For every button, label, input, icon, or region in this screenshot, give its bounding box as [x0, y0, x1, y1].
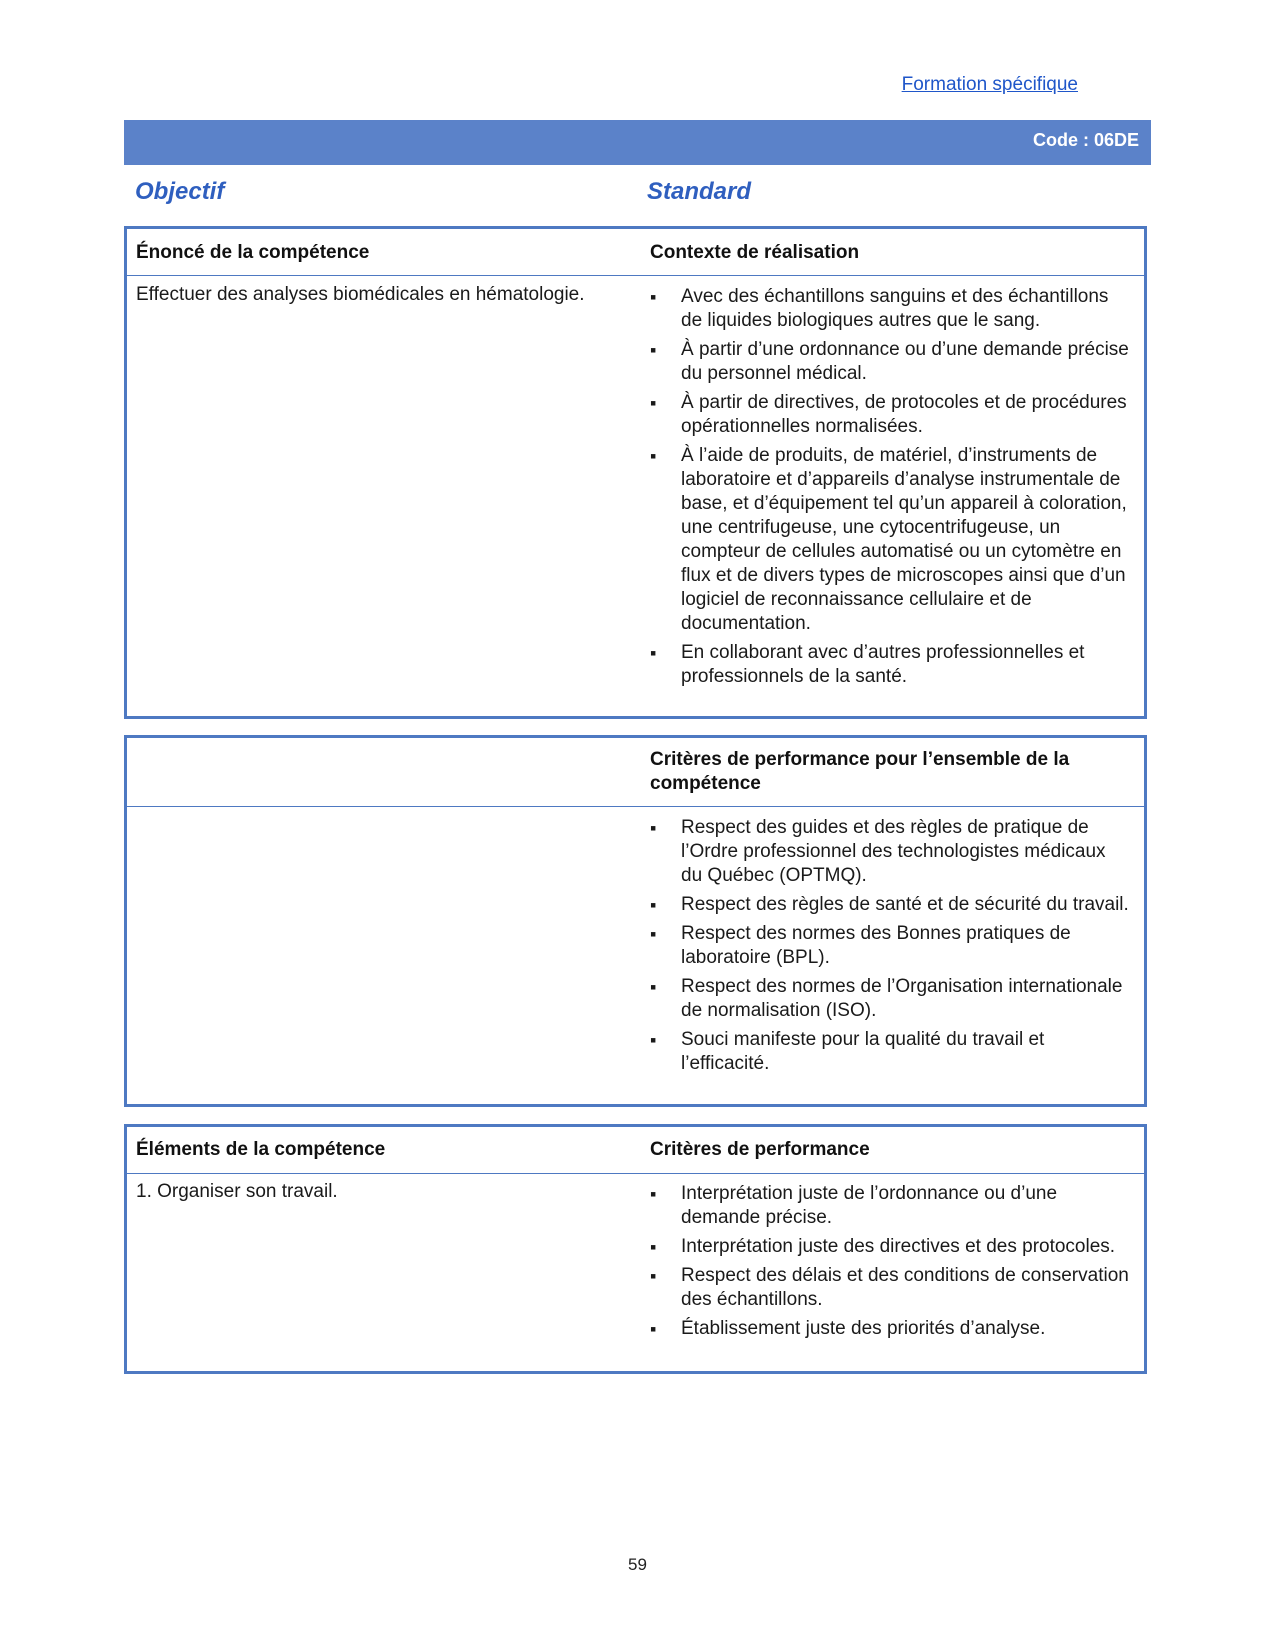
competency-code: Code : 06DE [1032, 130, 1139, 150]
competency-statement-section [124, 226, 1147, 719]
list-item: ▪ À l’aide de produits, de matériel, d’instruments de laboratoire et d’appareils d’analyse instrumentale de base, et d’équipement tel qu’un appareil à coloration, une centrifugeuse, une cytocentrifugeuse, un compteur de cellules automatisé ou un cytomètre en flux et de divers types de microscopes ainsi que d’un logiciel de reconnaissance cellulaire et de documentation. [650, 444, 1130, 636]
competency-statement-heading: Énoncé de la compétence [136, 242, 370, 263]
code-banner [124, 120, 1151, 165]
list-item: ▪ Souci manifeste pour la qualité du travail et l’efficacité. [650, 1028, 1130, 1076]
elements-heading: Éléments de la compétence [136, 1139, 386, 1160]
context-heading: Contexte de réalisation [650, 242, 860, 263]
list-item: ▪ Établissement juste des priorités d’analyse. [650, 1317, 1130, 1341]
list-item: ▪ À partir de directives, de protocoles et de procédures opérationnelles normalisées. [650, 391, 1130, 439]
objective-title: Objectif [135, 178, 225, 205]
standard-title: Standard [647, 178, 752, 205]
element-item: 1. Organiser son travail. [136, 1181, 338, 1202]
global-performance-criteria-section [124, 735, 1147, 1107]
list-item: ▪ Respect des règles de santé et de sécurité du travail. [650, 893, 1130, 917]
list-item: ▪ Interprétation juste de l’ordonnance ou d’une demande précise. [650, 1182, 1130, 1230]
list-item: ▪ À partir d’une ordonnance ou d’une demande précise du personnel médical. [650, 338, 1130, 386]
context-list [650, 285, 1130, 694]
page-number: 59 [628, 1555, 647, 1574]
list-item: ▪ Respect des délais et des conditions de conservation des échantillons. [650, 1264, 1130, 1312]
list-item: ▪ Interprétation juste des directives et des protocoles. [650, 1235, 1130, 1259]
competency-statement-text: Effectuer des analyses biomédicales en hématologie. [136, 284, 585, 305]
performance-criteria-heading: Critères de performance [650, 1139, 870, 1160]
list-item: ▪ Avec des échantillons sanguins et des échantillons de liquides biologiques autres que le sang. [650, 285, 1130, 333]
header-section-link[interactable]: Formation spécifique [901, 74, 1078, 95]
global-criteria-heading: Critères de performance pour l’ensemble de la compétence [650, 749, 1070, 794]
performance-criteria-list [650, 1182, 1130, 1346]
list-item: ▪ En collaborant avec d’autres professionnelles et professionnels de la santé. [650, 641, 1130, 689]
competency-elements-section [124, 1124, 1147, 1374]
global-criteria-list [650, 816, 1130, 1081]
list-item: ▪ Respect des guides et des règles de pratique de l’Ordre professionnel des technologistes médicaux du Québec (OPTMQ). [650, 816, 1130, 888]
list-item: ▪ Respect des normes des Bonnes pratiques de laboratoire (BPL). [650, 922, 1130, 970]
list-item: ▪ Respect des normes de l’Organisation internationale de normalisation (ISO). [650, 975, 1130, 1023]
